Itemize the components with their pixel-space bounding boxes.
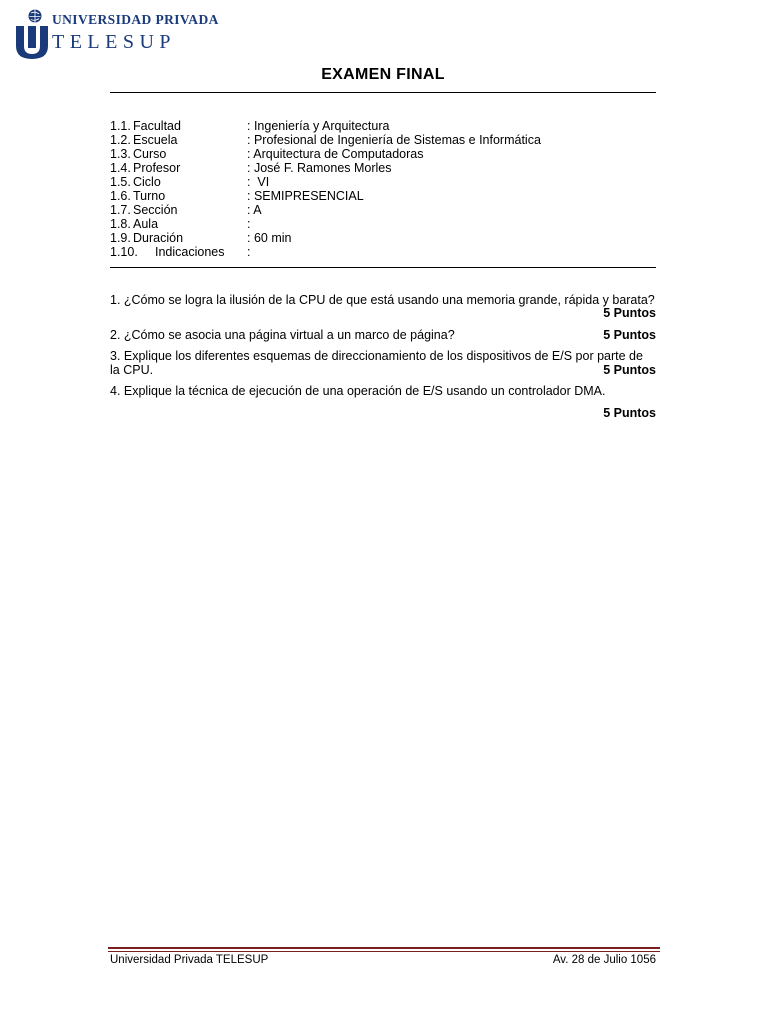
info-value: : xyxy=(247,245,251,259)
info-label-text: Ciclo xyxy=(133,175,161,189)
info-label xyxy=(110,119,247,133)
info-row xyxy=(110,231,541,245)
question-text: 4. Explique la técnica de ejecución de una operación de E/S usando un controlador DMA. xyxy=(110,384,606,398)
question-text: 1. ¿Cómo se logra la ilusión de la CPU de que está usando una memoria grande, rápida y barata? xyxy=(110,293,655,307)
info-label xyxy=(110,231,247,245)
info-number: 1.8. xyxy=(110,217,131,231)
info-value: : VI xyxy=(247,175,270,189)
university-name xyxy=(52,12,219,54)
info-label xyxy=(110,175,247,189)
exam-info xyxy=(110,119,541,259)
info-label-text: Sección xyxy=(133,203,178,217)
info-label-text: Profesor xyxy=(133,161,181,175)
question-3 xyxy=(110,349,658,377)
info-number: 1.2. xyxy=(110,133,131,147)
footer-university: Universidad Privada TELESUP xyxy=(110,954,269,966)
info-number: 1.10. xyxy=(110,245,138,259)
info-value: : SEMIPRESENCIAL xyxy=(247,189,364,203)
question-1 xyxy=(110,293,658,307)
info-number: 1.1. xyxy=(110,119,131,133)
info-row xyxy=(110,217,541,231)
question-2 xyxy=(110,328,658,342)
info-label-text: Curso xyxy=(133,147,167,161)
question-3-points: 5 Puntos xyxy=(603,363,656,377)
info-label-text: Facultad xyxy=(133,119,181,133)
info-label xyxy=(110,147,247,161)
info-row xyxy=(110,147,541,161)
info-number: 1.6. xyxy=(110,189,131,203)
info-row xyxy=(110,119,541,133)
page-title: EXAMEN FINAL xyxy=(321,66,445,83)
question-1-points: 5 Puntos xyxy=(603,306,656,320)
info-label xyxy=(110,203,247,217)
question-text: 2. ¿Cómo se asocia una página virtual a un marco de página? xyxy=(110,328,455,342)
info-number: 1.4. xyxy=(110,161,131,175)
info-row xyxy=(110,245,541,259)
info-value: : 60 min xyxy=(247,231,292,245)
info-label-text: Aula xyxy=(133,217,159,231)
info-label-text: Turno xyxy=(133,189,166,203)
info-label xyxy=(110,133,247,147)
info-value: : José F. Ramones Morles xyxy=(247,161,392,175)
info-divider xyxy=(110,267,656,268)
university-logo xyxy=(14,8,219,62)
info-number: 1.9. xyxy=(110,231,131,245)
info-number: 1.7. xyxy=(110,203,131,217)
info-row xyxy=(110,203,541,217)
info-label xyxy=(110,217,247,231)
logo-line-1: UNIVERSIDAD PRIVADA xyxy=(52,12,219,27)
question-4-points: 5 Puntos xyxy=(603,406,656,420)
info-label xyxy=(110,189,247,203)
question-text-line-1: 3. Explique los diferentes esquemas de direccionamiento de los dispositivos de E/S por parte de xyxy=(110,349,643,363)
title-divider xyxy=(110,92,656,93)
info-label xyxy=(110,245,247,259)
info-row xyxy=(110,161,541,175)
footer-divider-thin xyxy=(108,951,660,952)
footer-address: Av. 28 de Julio 1056 xyxy=(552,954,656,966)
info-number: 1.5. xyxy=(110,175,131,189)
info-row xyxy=(110,175,541,189)
info-value: : Ingeniería y Arquitectura xyxy=(247,119,390,133)
info-label-text: Indicaciones xyxy=(155,245,225,259)
info-label xyxy=(110,161,247,175)
telesup-emblem-icon xyxy=(14,8,50,60)
question-4 xyxy=(110,384,658,398)
info-label-text: Duración xyxy=(133,231,184,245)
logo-line-2: TELESUP xyxy=(52,31,177,53)
question-2-points: 5 Puntos xyxy=(603,328,656,342)
info-value: : Profesional de Ingeniería de Sistemas e Informática xyxy=(247,133,541,147)
info-value: : xyxy=(247,217,251,231)
info-row xyxy=(110,133,541,147)
info-number: 1.3. xyxy=(110,147,131,161)
info-value: : A xyxy=(247,203,262,217)
info-row xyxy=(110,189,541,203)
question-text-line-2: la CPU. xyxy=(110,363,154,377)
footer-divider-thick xyxy=(108,947,660,949)
info-label-text: Escuela xyxy=(133,133,178,147)
info-value: : Arquitectura de Computadoras xyxy=(247,147,424,161)
